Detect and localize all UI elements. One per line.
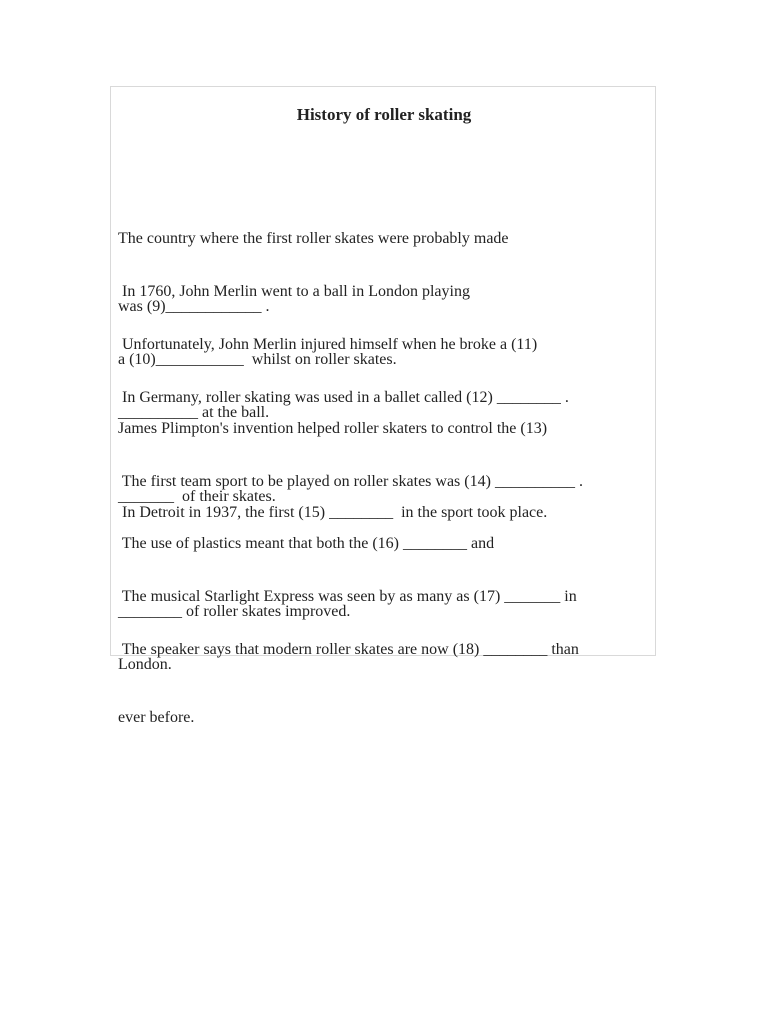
question-11-line-1: Unfortunately, John Merlin injured himself when he broke a (11) (118, 336, 538, 353)
question-14-line-1: The first team sport to be played on roller skates was (14) __________ . (118, 473, 583, 490)
question-15-line-1: In Detroit in 1937, the first (15) ________ in the sport took place. (118, 504, 548, 521)
question-11-line-2: __________ at the ball. (118, 403, 270, 421)
question-10-line-2: a (10)___________ whilst on roller skates. (118, 350, 397, 368)
question-16-line-1: The use of plastics meant that both the (16) ________ and (118, 535, 495, 552)
question-18 (118, 594, 653, 774)
question-18-line-2: ever before. (118, 708, 195, 726)
question-12-line-1: In Germany, roller skating was used in a ballet called (12) ________ . (118, 389, 569, 406)
question-9-line-1: The country where the first roller skates were probably made (118, 230, 509, 247)
question-17-line-2: London. (118, 655, 172, 673)
worksheet-title: History of roller skating (296, 105, 472, 124)
question-13-line-2: _______ of their skates. (118, 487, 276, 505)
question-13-line-1: James Plimpton's invention helped roller skaters to control the (13) (118, 420, 548, 437)
question-17-line-1: The musical Starlight Express was seen by as many as (17) _______ in (118, 588, 577, 605)
question-18-line-1: The speaker says that modern roller skates are now (18) ________ than (118, 641, 579, 658)
question-10-line-1: In 1760, John Merlin went to a ball in London playing (118, 283, 470, 300)
question-16-line-2: ________ of roller skates improved. (118, 602, 351, 620)
question-9-line-2: was (9)____________ . (118, 297, 270, 315)
